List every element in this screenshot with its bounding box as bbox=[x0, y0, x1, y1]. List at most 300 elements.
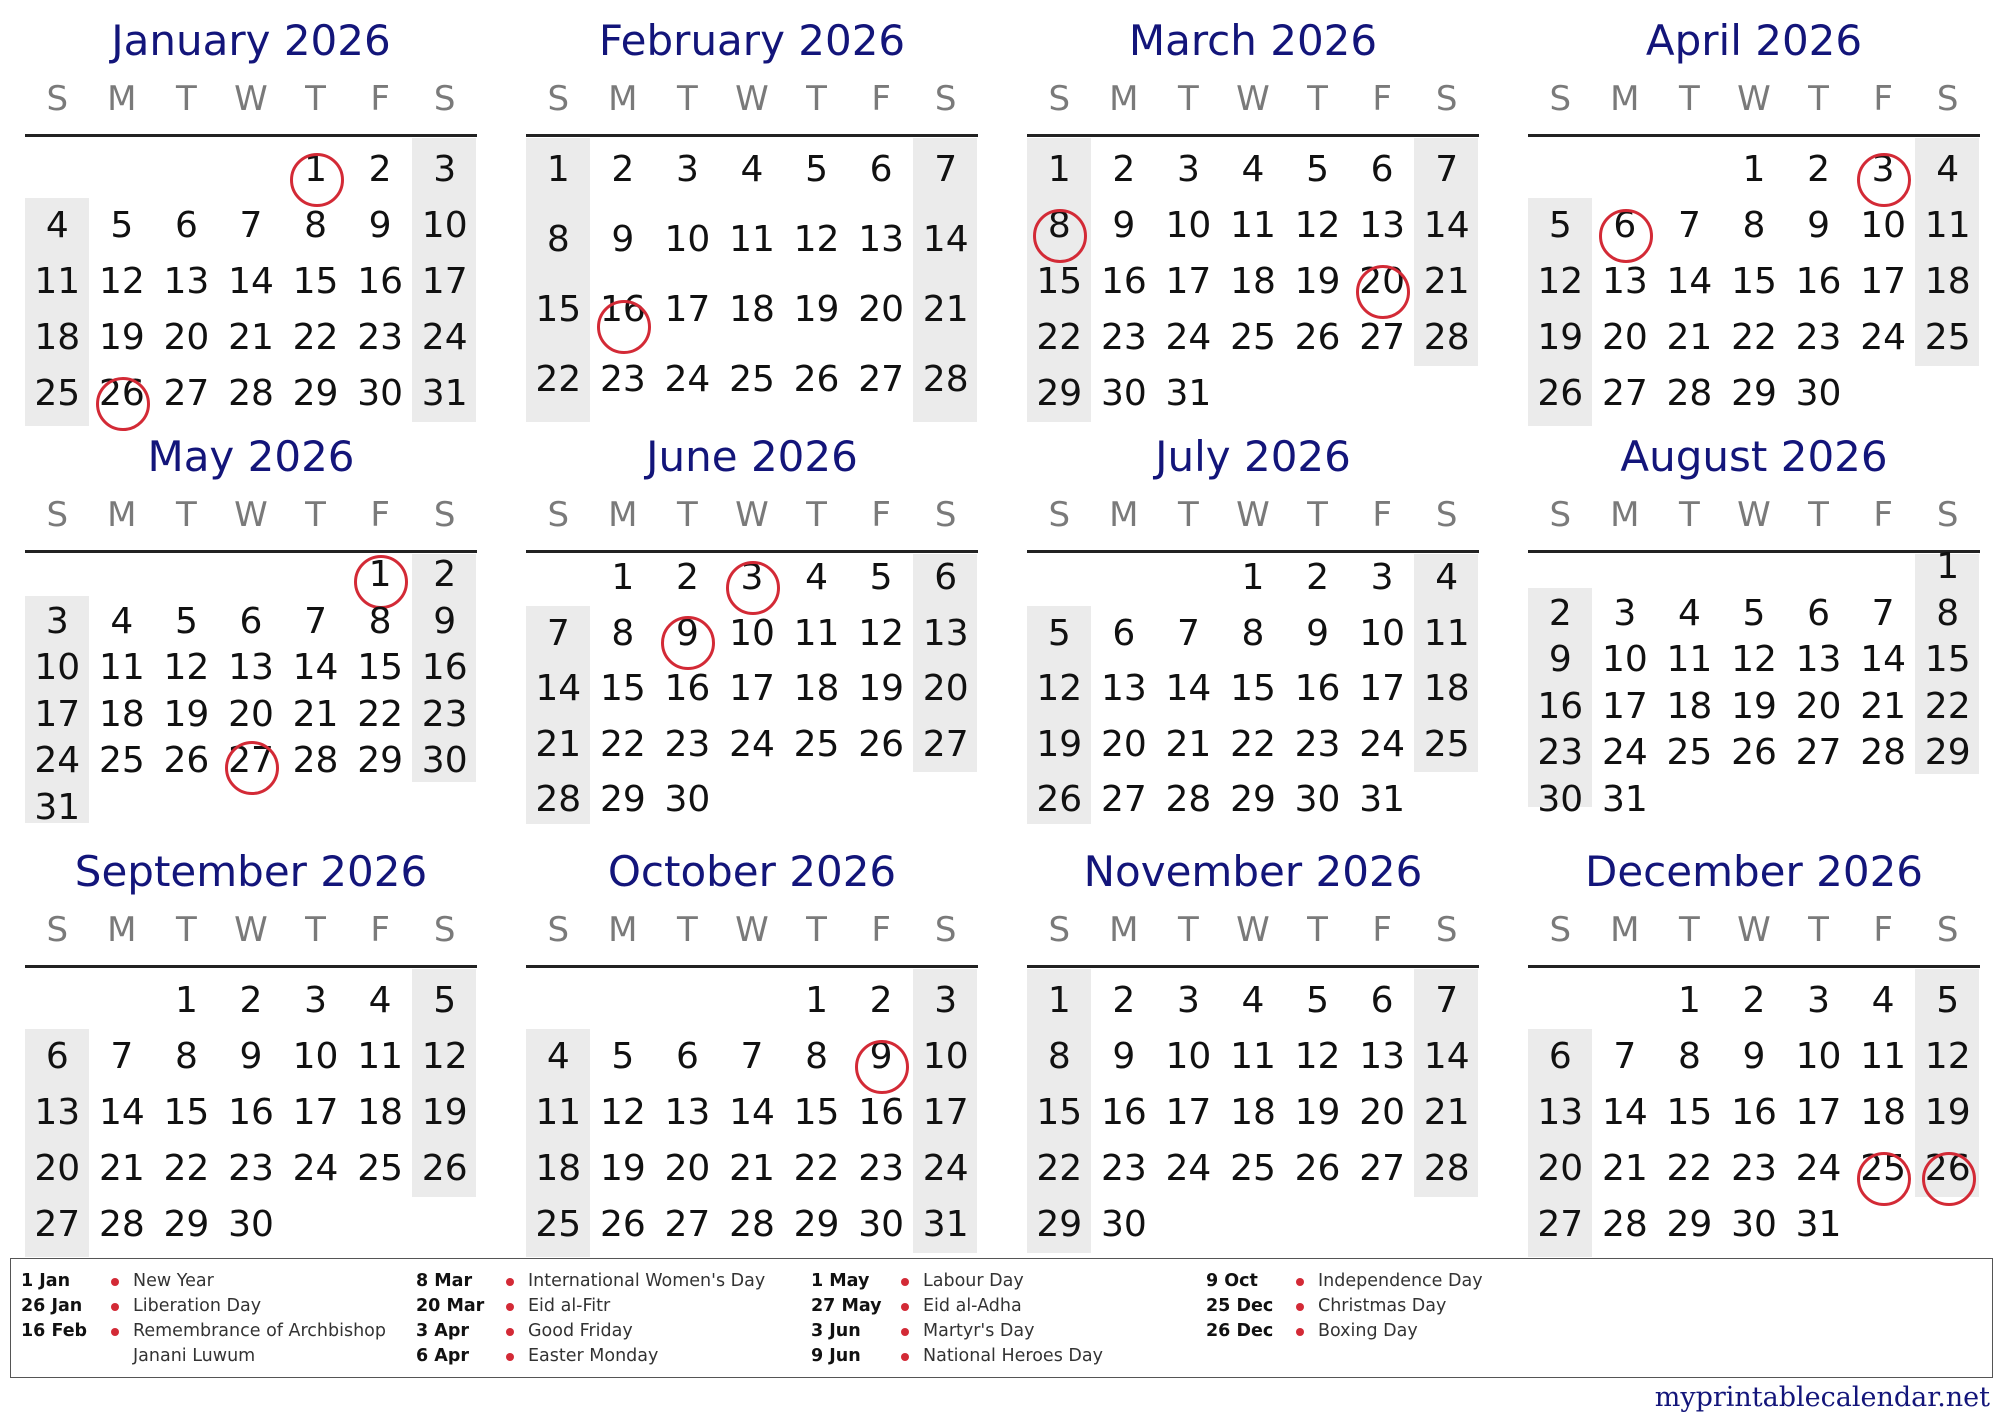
day-cell: 24 bbox=[729, 723, 775, 765]
day-cell: 5 bbox=[611, 1036, 635, 1077]
day-cell: 7 bbox=[110, 1036, 134, 1077]
day-cell: 24 bbox=[34, 740, 81, 781]
day-cell: 6 bbox=[239, 600, 263, 642]
legend-date: 20 Mar bbox=[416, 1296, 485, 1316]
weekday-label: S bbox=[1936, 495, 1959, 535]
month-title: August 2026 bbox=[1620, 432, 1888, 481]
day-cell: 26 bbox=[599, 1204, 646, 1245]
weekday-label: T bbox=[1679, 910, 1700, 950]
day-cell: 27 bbox=[1795, 732, 1842, 773]
day-cell: 6 bbox=[675, 1036, 699, 1077]
day-cell: 22 bbox=[292, 317, 339, 358]
day-cell: 28 bbox=[922, 359, 969, 400]
day-cell: 14 bbox=[1601, 1092, 1648, 1133]
day-cell: 9 bbox=[239, 1036, 263, 1077]
day-cell: 13 bbox=[1359, 1036, 1406, 1077]
day-cell: 1 bbox=[1936, 546, 1960, 587]
holiday-dot-icon bbox=[901, 1278, 909, 1286]
legend-holiday-name: Boxing Day bbox=[1318, 1321, 1418, 1341]
legend-date: 27 May bbox=[811, 1296, 882, 1316]
weekday-label: M bbox=[1109, 910, 1139, 950]
legend-date: 25 Dec bbox=[1206, 1296, 1274, 1316]
holiday-dot-icon bbox=[1296, 1303, 1304, 1311]
day-cell: 8 bbox=[1936, 592, 1960, 634]
weekday-label: M bbox=[107, 910, 137, 950]
day-cell: 22 bbox=[1036, 1148, 1083, 1189]
legend-entry bbox=[1206, 1269, 1586, 1294]
weekday-label: S bbox=[1048, 79, 1071, 119]
month-title: December 2026 bbox=[1584, 847, 1924, 896]
day-cell: 11 bbox=[535, 1092, 582, 1133]
day-cell: 3 bbox=[1370, 557, 1394, 598]
weekday-label: T bbox=[806, 495, 827, 535]
day-cell: 29 bbox=[1036, 1204, 1083, 1245]
legend-holiday-name: Martyr's Day bbox=[923, 1321, 1035, 1341]
month-title: March 2026 bbox=[1128, 16, 1378, 65]
day-cell: 8 bbox=[1241, 612, 1265, 654]
weekday-label: W bbox=[234, 79, 268, 119]
day-cell: 17 bbox=[34, 693, 81, 735]
day-cell: 20 bbox=[34, 1148, 81, 1189]
weekday-label: T bbox=[1307, 79, 1328, 119]
day-cell: 5 bbox=[1742, 592, 1766, 634]
day-cell: 17 bbox=[1359, 668, 1406, 709]
day-cell: 26 bbox=[1036, 779, 1083, 820]
day-cell: 15 bbox=[163, 1092, 210, 1133]
holiday-dot-icon bbox=[901, 1328, 909, 1336]
day-cell: 5 bbox=[1548, 205, 1572, 246]
header-divider bbox=[25, 134, 477, 137]
day-cell: 20 bbox=[1601, 317, 1648, 358]
day-cell: 9 bbox=[1112, 205, 1136, 246]
weekday-label: S bbox=[1549, 910, 1572, 950]
day-cell: 4 bbox=[805, 557, 829, 598]
weekday-label: M bbox=[1109, 79, 1139, 119]
holiday-day-cell: 25 bbox=[1851, 1149, 1916, 1205]
day-cell: 13 bbox=[1601, 261, 1648, 302]
day-cell: 10 bbox=[729, 612, 775, 654]
day-cell: 30 bbox=[1537, 778, 1584, 820]
day-cell: 26 bbox=[1294, 1148, 1341, 1189]
weekday-label: T bbox=[305, 910, 326, 950]
day-cell: 15 bbox=[793, 1092, 840, 1133]
day-cell: 25 bbox=[729, 359, 775, 400]
day-cell: 30 bbox=[1100, 1204, 1147, 1245]
weekday-label: W bbox=[234, 495, 268, 535]
day-cell: 2 bbox=[1548, 592, 1572, 634]
day-cell: 22 bbox=[1731, 317, 1777, 358]
weekday-label: M bbox=[608, 79, 638, 119]
day-cell: 28 bbox=[1423, 317, 1470, 358]
day-cell: 2 bbox=[433, 554, 457, 595]
legend-entry bbox=[21, 1294, 401, 1319]
day-cell: 30 bbox=[1731, 1204, 1777, 1245]
day-cell: 15 bbox=[357, 647, 404, 688]
day-cell: 15 bbox=[1731, 261, 1777, 302]
weekday-label: M bbox=[608, 910, 638, 950]
holiday-dot-icon bbox=[1296, 1278, 1304, 1286]
weekday-label: T bbox=[677, 79, 698, 119]
day-cell: 2 bbox=[368, 149, 392, 190]
weekday-label: S bbox=[433, 910, 456, 950]
day-cell: 21 bbox=[1423, 1092, 1470, 1133]
day-cell: 24 bbox=[664, 359, 711, 400]
day-cell: 23 bbox=[357, 317, 404, 358]
day-cell: 21 bbox=[1860, 685, 1907, 727]
holiday-dot-icon bbox=[506, 1303, 514, 1311]
weekday-header bbox=[1528, 490, 1980, 540]
day-cell: 15 bbox=[535, 289, 582, 330]
month-title: April 2026 bbox=[1645, 16, 1863, 65]
day-cell: 12 bbox=[421, 1036, 468, 1077]
legend-date: 9 Jun bbox=[811, 1346, 861, 1366]
weekday-header bbox=[1528, 74, 1980, 124]
day-cell: 19 bbox=[1294, 1092, 1341, 1133]
website-credit[interactable]: myprintablecalendar.net bbox=[1654, 1382, 1990, 1413]
day-cell: 25 bbox=[1423, 723, 1470, 765]
day-cell: 15 bbox=[1230, 668, 1276, 709]
day-cell: 16 bbox=[1100, 1092, 1147, 1133]
day-cell: 4 bbox=[110, 600, 134, 642]
day-cell: 27 bbox=[1601, 373, 1648, 414]
day-cell: 26 bbox=[858, 723, 905, 765]
weekday-label: W bbox=[1737, 910, 1771, 950]
day-cell: 4 bbox=[1435, 557, 1459, 598]
legend-date: 3 Apr bbox=[416, 1321, 469, 1341]
month-title: January 2026 bbox=[111, 16, 391, 65]
day-cell: 25 bbox=[1666, 732, 1713, 773]
legend-holiday-name: Liberation Day bbox=[133, 1296, 262, 1316]
legend-entry bbox=[416, 1269, 796, 1294]
legend-date: 26 Jan bbox=[21, 1296, 83, 1316]
day-cell: 7 bbox=[1871, 592, 1895, 634]
day-cell: 8 bbox=[1677, 1036, 1701, 1077]
day-cell: 29 bbox=[163, 1204, 210, 1245]
day-cell: 21 bbox=[1165, 723, 1212, 765]
day-cell: 28 bbox=[1165, 779, 1212, 820]
day-cell: 22 bbox=[163, 1148, 210, 1189]
day-cell: 7 bbox=[1435, 980, 1459, 1021]
day-cell: 13 bbox=[922, 612, 969, 654]
weekday-label: S bbox=[934, 495, 957, 535]
day-cell: 10 bbox=[1860, 205, 1907, 246]
day-cell: 20 bbox=[664, 1148, 711, 1189]
weekday-label: F bbox=[370, 495, 390, 535]
day-cell: 15 bbox=[292, 261, 339, 302]
day-cell: 20 bbox=[1537, 1148, 1584, 1189]
legend-entry bbox=[21, 1344, 401, 1369]
day-cell: 14 bbox=[1165, 668, 1212, 709]
weekday-label: M bbox=[1610, 910, 1640, 950]
day-cell: 2 bbox=[1306, 557, 1330, 598]
day-cell: 17 bbox=[922, 1092, 969, 1133]
day-cell: 14 bbox=[228, 261, 274, 302]
day-cell: 12 bbox=[1731, 639, 1777, 680]
day-cell: 18 bbox=[1860, 1092, 1907, 1133]
day-cell: 30 bbox=[357, 373, 404, 414]
weekday-label: T bbox=[677, 910, 698, 950]
weekday-label: T bbox=[1808, 495, 1829, 535]
weekday-label: F bbox=[871, 495, 891, 535]
day-cell: 3 bbox=[1613, 592, 1637, 634]
day-cell: 28 bbox=[292, 740, 339, 781]
day-cell: 16 bbox=[664, 668, 711, 709]
day-cell: 8 bbox=[805, 1036, 829, 1077]
day-cell: 16 bbox=[1795, 261, 1842, 302]
day-cell: 17 bbox=[1601, 685, 1648, 727]
day-cell: 2 bbox=[1807, 149, 1831, 190]
weekday-label: M bbox=[1610, 79, 1640, 119]
weekday-label: M bbox=[1109, 495, 1139, 535]
legend-holiday-name: Eid al-Adha bbox=[923, 1296, 1022, 1316]
day-cell: 21 bbox=[228, 317, 274, 358]
day-cell: 25 bbox=[357, 1148, 404, 1189]
day-cell: 11 bbox=[793, 612, 840, 654]
weekday-header bbox=[25, 905, 477, 955]
day-cell: 19 bbox=[793, 289, 840, 330]
day-cell: 15 bbox=[1924, 639, 1971, 680]
day-cell: 13 bbox=[228, 647, 274, 688]
weekday-label: T bbox=[176, 79, 197, 119]
day-cell: 15 bbox=[1036, 261, 1083, 302]
weekday-label: F bbox=[1873, 79, 1893, 119]
holiday-day-cell: 26 bbox=[90, 374, 155, 430]
weekday-label: S bbox=[1435, 495, 1458, 535]
day-cell: 13 bbox=[664, 1092, 711, 1133]
weekday-label: M bbox=[107, 79, 137, 119]
day-cell: 12 bbox=[1294, 1036, 1341, 1077]
weekday-label: W bbox=[234, 910, 268, 950]
day-cell: 29 bbox=[599, 779, 646, 820]
day-cell: 21 bbox=[535, 723, 582, 765]
day-cell: 22 bbox=[793, 1148, 840, 1189]
day-cell: 28 bbox=[535, 779, 582, 820]
weekday-label: S bbox=[934, 79, 957, 119]
legend-date: 6 Apr bbox=[416, 1346, 469, 1366]
day-cell: 13 bbox=[858, 219, 905, 260]
day-cell: 27 bbox=[163, 373, 210, 414]
day-cell: 8 bbox=[368, 600, 392, 642]
day-cell: 18 bbox=[98, 693, 145, 735]
legend-holiday-name: Christmas Day bbox=[1318, 1296, 1447, 1316]
day-cell: 29 bbox=[1731, 373, 1777, 414]
day-cell: 11 bbox=[1230, 205, 1276, 246]
holiday-day-cell: 9 bbox=[849, 1037, 914, 1093]
day-cell: 20 bbox=[1100, 723, 1147, 765]
day-cell: 12 bbox=[1537, 261, 1584, 302]
holiday-day-cell: 27 bbox=[219, 743, 284, 790]
legend-column bbox=[21, 1269, 401, 1369]
day-cell: 27 bbox=[1359, 1148, 1406, 1189]
day-cell: 3 bbox=[1176, 980, 1200, 1021]
weekday-label: S bbox=[547, 910, 570, 950]
day-cell: 23 bbox=[1537, 732, 1584, 773]
weekday-header bbox=[1027, 905, 1479, 955]
day-cell: 23 bbox=[1795, 317, 1842, 358]
weekday-header bbox=[1027, 74, 1479, 124]
day-cell: 16 bbox=[1100, 261, 1147, 302]
day-cell: 12 bbox=[163, 647, 210, 688]
month-title: February 2026 bbox=[598, 16, 906, 65]
day-cell: 28 bbox=[1601, 1204, 1648, 1245]
day-cell: 19 bbox=[421, 1092, 468, 1133]
day-cell: 12 bbox=[599, 1092, 646, 1133]
day-cell: 22 bbox=[1036, 317, 1083, 358]
day-cell: 18 bbox=[793, 668, 840, 709]
day-cell: 3 bbox=[934, 980, 958, 1021]
month-title: June 2026 bbox=[646, 432, 858, 481]
weekday-label: F bbox=[370, 910, 390, 950]
day-cell: 23 bbox=[421, 693, 468, 735]
holiday-day-cell: 9 bbox=[655, 614, 720, 670]
day-cell: 18 bbox=[1230, 261, 1276, 302]
weekday-label: T bbox=[305, 79, 326, 119]
day-cell: 20 bbox=[228, 693, 274, 735]
day-cell: 27 bbox=[1537, 1204, 1584, 1245]
legend-entry bbox=[416, 1319, 796, 1344]
day-cell: 30 bbox=[1100, 373, 1147, 414]
day-cell: 3 bbox=[675, 149, 699, 190]
day-cell: 9 bbox=[1807, 205, 1831, 246]
legend-date: 9 Oct bbox=[1206, 1271, 1258, 1291]
day-cell: 6 bbox=[869, 149, 893, 190]
weekday-label: F bbox=[1372, 495, 1392, 535]
day-cell: 10 bbox=[292, 1036, 339, 1077]
day-cell: 12 bbox=[1294, 205, 1341, 246]
day-cell: 19 bbox=[163, 693, 210, 735]
day-cell: 11 bbox=[34, 261, 81, 302]
day-cell: 17 bbox=[664, 289, 711, 330]
weekday-label: T bbox=[1679, 495, 1700, 535]
day-cell: 6 bbox=[1807, 592, 1831, 634]
weekday-label: W bbox=[1737, 495, 1771, 535]
day-cell: 19 bbox=[98, 317, 145, 358]
header-divider bbox=[1027, 134, 1479, 137]
day-cell: 16 bbox=[421, 647, 468, 688]
month-title: July 2026 bbox=[1155, 432, 1351, 481]
legend-holiday-name: International Women's Day bbox=[528, 1271, 766, 1291]
day-cell: 25 bbox=[1230, 1148, 1276, 1189]
day-cell: 31 bbox=[1165, 373, 1212, 414]
day-cell: 23 bbox=[1731, 1148, 1777, 1189]
day-cell: 18 bbox=[1666, 685, 1713, 727]
day-cell: 13 bbox=[163, 261, 210, 302]
day-cell: 27 bbox=[922, 723, 969, 765]
day-cell: 23 bbox=[599, 359, 646, 400]
day-cell: 16 bbox=[1294, 668, 1341, 709]
day-cell: 21 bbox=[98, 1148, 145, 1189]
day-cell: 25 bbox=[34, 373, 81, 414]
day-cell: 7 bbox=[1435, 149, 1459, 190]
day-cell: 17 bbox=[421, 261, 468, 302]
weekday-label: T bbox=[176, 495, 197, 535]
day-cell: 31 bbox=[1601, 778, 1648, 820]
weekday-label: T bbox=[1808, 910, 1829, 950]
header-divider bbox=[1027, 965, 1479, 968]
holiday-dot-icon bbox=[506, 1328, 514, 1336]
day-cell: 10 bbox=[922, 1036, 969, 1077]
day-cell: 12 bbox=[98, 261, 145, 302]
day-cell: 26 bbox=[1537, 373, 1584, 414]
day-cell: 10 bbox=[1165, 1036, 1212, 1077]
day-cell: 29 bbox=[793, 1204, 840, 1245]
day-cell: 24 bbox=[1795, 1148, 1842, 1189]
header-divider bbox=[526, 550, 978, 553]
day-cell: 21 bbox=[1423, 261, 1470, 302]
day-cell: 14 bbox=[98, 1092, 145, 1133]
legend-holiday-name: Easter Monday bbox=[528, 1346, 659, 1366]
day-cell: 7 bbox=[934, 149, 958, 190]
day-cell: 10 bbox=[1165, 205, 1212, 246]
day-cell: 19 bbox=[1537, 317, 1584, 358]
day-cell: 5 bbox=[174, 600, 198, 642]
day-cell: 11 bbox=[1230, 1036, 1276, 1077]
day-cell: 1 bbox=[805, 980, 829, 1021]
legend-entry bbox=[21, 1319, 401, 1344]
day-cell: 16 bbox=[1731, 1092, 1777, 1133]
day-cell: 27 bbox=[664, 1204, 711, 1245]
day-cell: 18 bbox=[1230, 1092, 1276, 1133]
day-cell: 12 bbox=[793, 219, 840, 260]
day-cell: 21 bbox=[292, 693, 339, 735]
legend-date: 1 May bbox=[811, 1271, 870, 1291]
weekday-label: F bbox=[871, 79, 891, 119]
day-cell: 28 bbox=[729, 1204, 775, 1245]
weekday-label: T bbox=[1178, 495, 1199, 535]
weekday-label: W bbox=[1236, 910, 1270, 950]
month-title: September 2026 bbox=[74, 847, 428, 896]
day-cell: 9 bbox=[1112, 1036, 1136, 1077]
day-cell: 11 bbox=[357, 1036, 404, 1077]
day-cell: 4 bbox=[1936, 149, 1960, 190]
day-cell: 22 bbox=[1230, 723, 1276, 765]
holiday-dot-icon bbox=[901, 1303, 909, 1311]
legend-entry bbox=[811, 1269, 1191, 1294]
legend-holiday-name: Remembrance of Archbishop bbox=[133, 1321, 386, 1341]
day-cell: 24 bbox=[421, 317, 468, 358]
weekday-label: S bbox=[1435, 910, 1458, 950]
day-cell: 4 bbox=[740, 149, 764, 190]
day-cell: 25 bbox=[1230, 317, 1276, 358]
day-cell: 30 bbox=[858, 1204, 905, 1245]
holiday-dot-icon bbox=[1296, 1328, 1304, 1336]
day-cell: 4 bbox=[546, 1036, 570, 1077]
header-divider bbox=[526, 134, 978, 137]
legend-entry bbox=[811, 1294, 1191, 1319]
weekday-label: T bbox=[1808, 79, 1829, 119]
day-cell: 11 bbox=[1423, 612, 1470, 654]
day-cell: 23 bbox=[664, 723, 711, 765]
weekday-header bbox=[526, 490, 978, 540]
header-divider bbox=[526, 965, 978, 968]
day-cell: 5 bbox=[805, 149, 829, 190]
day-cell: 20 bbox=[1795, 685, 1842, 727]
day-cell: 7 bbox=[1176, 612, 1200, 654]
day-cell: 10 bbox=[1359, 612, 1406, 654]
day-cell: 5 bbox=[1936, 980, 1960, 1021]
weekday-label: S bbox=[1936, 79, 1959, 119]
day-cell: 21 bbox=[1601, 1148, 1648, 1189]
weekday-label: S bbox=[547, 79, 570, 119]
weekday-label: T bbox=[677, 495, 698, 535]
day-cell: 14 bbox=[922, 219, 969, 260]
legend-date: 26 Dec bbox=[1206, 1321, 1274, 1341]
day-cell: 14 bbox=[1423, 205, 1470, 246]
day-cell: 27 bbox=[34, 1204, 81, 1245]
day-cell: 3 bbox=[1807, 980, 1831, 1021]
weekday-label: F bbox=[370, 79, 390, 119]
weekday-label: M bbox=[107, 495, 137, 535]
